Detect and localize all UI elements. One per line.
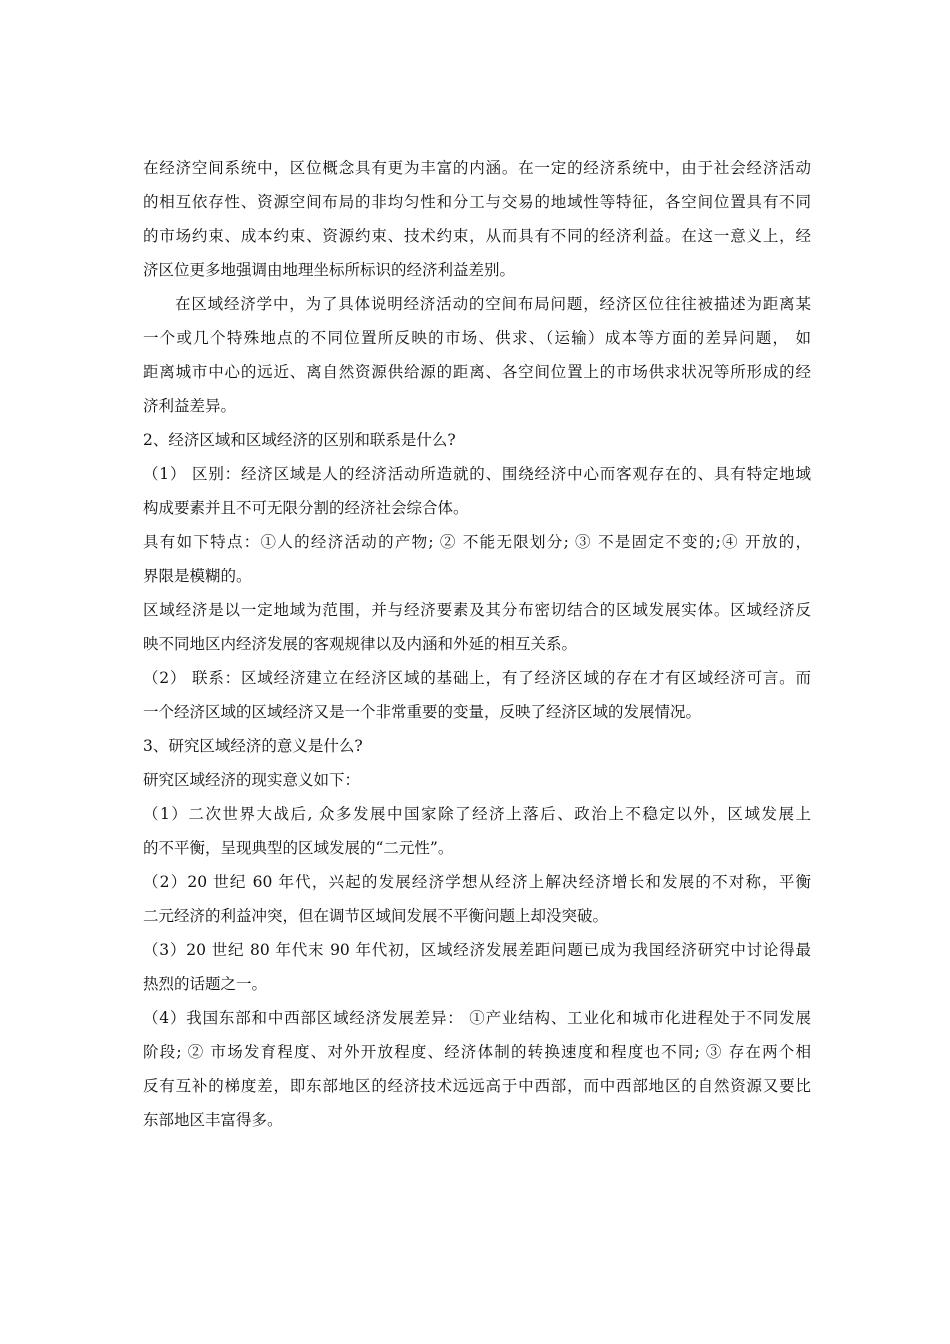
paragraph-line: 的相互依存性、资源空间布局的非均匀性和分工与交易的地域性等特征，各空间位置具有不同 bbox=[143, 193, 811, 211]
paragraph-line: （1） 区别：经济区域是人的经济活动所造就的、围绕经济中心而客观存在的、具有特定地域 bbox=[143, 465, 811, 483]
paragraph-line: 的市场约束、成本约束、资源约束、技术约束，从而具有不同的经济利益。在这一意义上，经 bbox=[143, 227, 811, 245]
paragraph-line: 具有如下特点：①人的经济活动的产物; ② 不能无限划分; ③ 不是固定不变的;④ 开放的， bbox=[143, 533, 811, 551]
question-heading: 3、研究区域经济的意义是什么? bbox=[143, 737, 363, 755]
paragraph-line: （4）我国东部和中西部区域经济发展差异： ①产业结构、工业化和城市化进程处于不同发展 bbox=[143, 1009, 811, 1027]
paragraph-line: 界限是模糊的。 bbox=[143, 567, 252, 585]
paragraph-line: 热烈的话题之一。 bbox=[143, 975, 268, 993]
paragraph-line: 济区位更多地强调由地理坐标所标识的经济利益差别。 bbox=[143, 261, 516, 279]
document-body bbox=[143, 151, 811, 1137]
paragraph-line: 区域经济是以一定地域为范围，并与经济要素及其分布密切结合的区域发展实体。区域经济反 bbox=[143, 601, 811, 619]
paragraph-line: 距离城市中心的远近、离自然资源供给源的距离、各空间位置上的市场供求状况等所形成的经 bbox=[143, 363, 811, 381]
paragraph-line: 构成要素并且不可无限分割的经济社会综合体。 bbox=[143, 499, 469, 517]
paragraph-line: （3）20 世纪 80 年代末 90 年代初，区域经济发展差距问题已成为我国经济研究中讨论得最 bbox=[143, 941, 811, 959]
question-heading: 2、经济区域和区域经济的区别和联系是什么? bbox=[143, 431, 456, 449]
paragraph-line: 二元经济的利益冲突，但在调节区域间发展不平衡问题上却没突破。 bbox=[143, 907, 609, 925]
paragraph-line: 济利益差异。 bbox=[143, 397, 237, 415]
paragraph-line: 一个经济区域的区域经济又是一个非常重要的变量，反映了经济区域的发展情况。 bbox=[143, 703, 702, 721]
paragraph-line: 阶段; ② 市场发育程度、对外开放程度、经济体制的转换速度和程度也不同; ③ 存在两个相 bbox=[143, 1043, 811, 1061]
paragraph-line: （2）20 世纪 60 年代，兴起的发展经济学想从经济上解决经济增长和发展的不对称，平衡 bbox=[143, 873, 811, 891]
paragraph-line: 在区域经济学中，为了具体说明经济活动的空间布局问题，经济区位往往被描述为距离某 bbox=[175, 295, 811, 313]
paragraph-line: 的不平衡，呈现典型的区域发展的“二元性”。 bbox=[143, 839, 454, 857]
paragraph-line: 研究区域经济的现实意义如下： bbox=[143, 771, 361, 789]
paragraph-line: 映不同地区内经济发展的客观规律以及内涵和外延的相互关系。 bbox=[143, 635, 578, 653]
paragraph-line: 在经济空间系统中，区位概念具有更为丰富的内涵。在一定的经济系统中，由于社会经济活动 bbox=[143, 159, 811, 177]
paragraph-line: 一个或几个特殊地点的不同位置所反映的市场、供求、（运输）成本等方面的差异问题， 如 bbox=[143, 329, 811, 347]
paragraph-line: 东部地区丰富得多。 bbox=[143, 1111, 283, 1129]
paragraph-line: （2） 联系：区域经济建立在经济区域的基础上，有了经济区域的存在才有区域经济可言。而 bbox=[143, 669, 811, 687]
paragraph-line: 反有互补的梯度差，即东部地区的经济技术远远高于中西部，而中西部地区的自然资源又要比 bbox=[143, 1077, 811, 1095]
paragraph-line: （1）二次世界大战后, 众多发展中国家除了经济上落后、政治上不稳定以外，区域发展上 bbox=[143, 805, 811, 823]
